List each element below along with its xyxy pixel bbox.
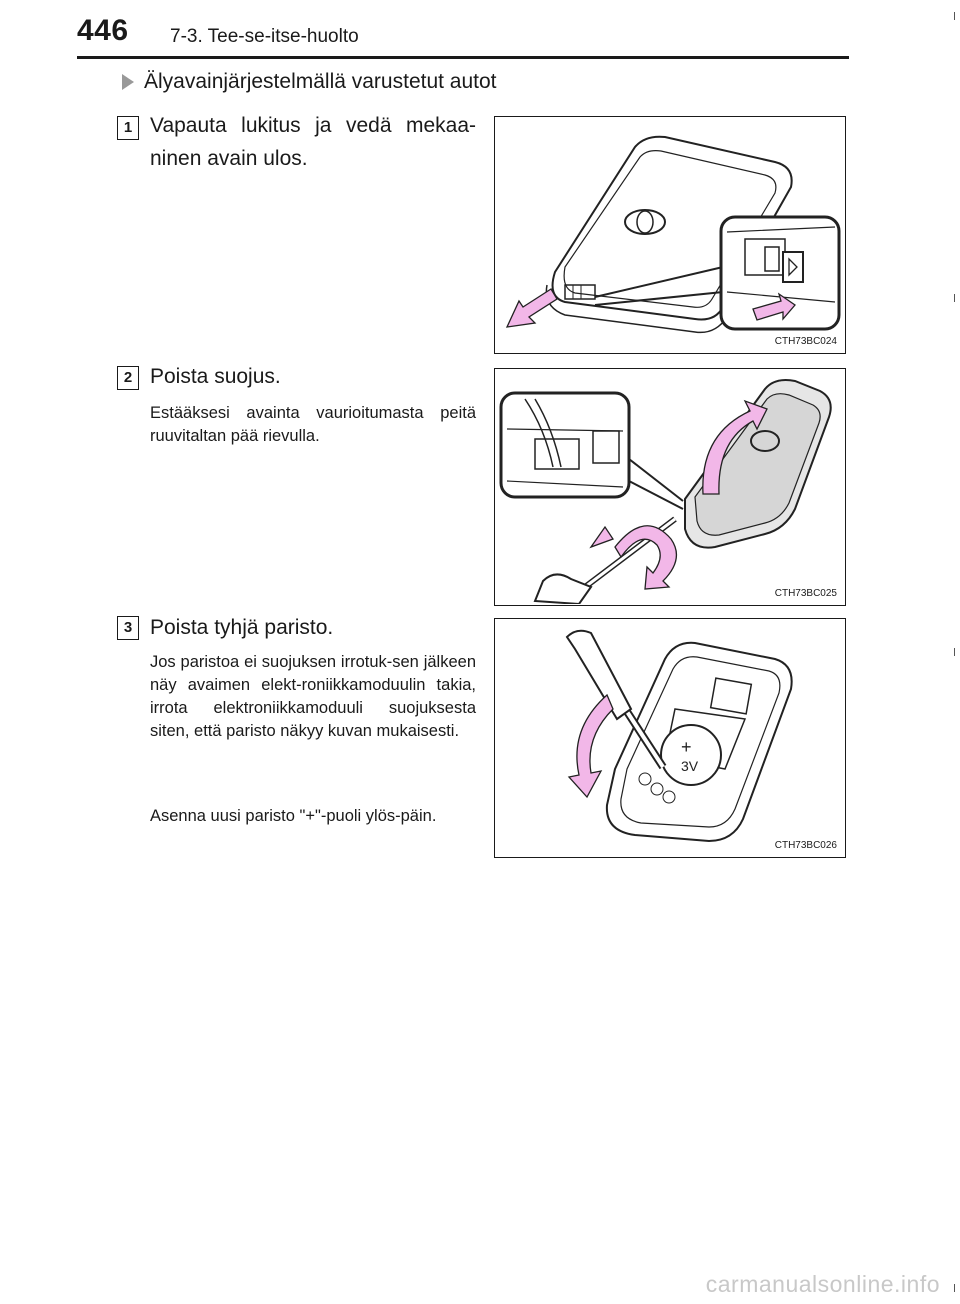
- figure-3: [494, 618, 846, 858]
- header-rule: [77, 56, 849, 59]
- key-fob-illustration-3: [495, 619, 844, 856]
- step-3-note: Jos paristoa ei suojuksen irrotuk-sen jälkeen näy avaimen elekt-roniikkamoduulin takia, irrota elektroniikkamoduuli suojuksesta siten, että paristo näkyy kuvan mukaisesti.: [150, 653, 476, 740]
- step-2-title: Poista suojus.: [150, 365, 281, 388]
- step-1-number: 1: [117, 116, 139, 140]
- step-3-number: 3: [117, 616, 139, 640]
- watermark: carmanualsonline.info: [705, 1271, 940, 1297]
- figure-3-code: CTH73BC026: [774, 840, 837, 851]
- step-3-title: Poista tyhjä paristo.: [150, 616, 334, 639]
- step-3-note-2: Asenna uusi paristo "+"-puoli ylös-päin.: [150, 807, 437, 825]
- battery-label: 3V: [681, 758, 699, 774]
- figure-1: [494, 116, 846, 354]
- svg-text:+: +: [681, 737, 692, 757]
- margin-tick: [954, 12, 955, 20]
- step-2-note: Estääksesi avainta vaurioitumasta peitä ruuvitaltan pää rievulla.: [150, 404, 476, 445]
- subheading: [122, 70, 497, 94]
- figure-2: [494, 368, 846, 606]
- margin-tick: [954, 648, 955, 656]
- page-number: 446: [77, 14, 129, 47]
- section-title: 7-3. Tee-se-itse-huolto: [170, 26, 359, 47]
- figure-1-code: CTH73BC024: [774, 336, 837, 347]
- step-1-title: Vapauta lukitus ja vedä mekaa-ninen avain ulos.: [150, 114, 476, 170]
- key-fob-illustration-2: [495, 369, 844, 604]
- margin-tick: [954, 1284, 955, 1292]
- key-fob-illustration-1: [495, 117, 844, 352]
- figure-2-code: CTH73BC025: [774, 588, 837, 599]
- step-2-number: 2: [117, 366, 139, 390]
- margin-tick: [954, 294, 955, 302]
- triangle-bullet-icon: [122, 74, 134, 90]
- subheading-text: Älyavainjärjestelmällä varustetut autot: [144, 70, 497, 93]
